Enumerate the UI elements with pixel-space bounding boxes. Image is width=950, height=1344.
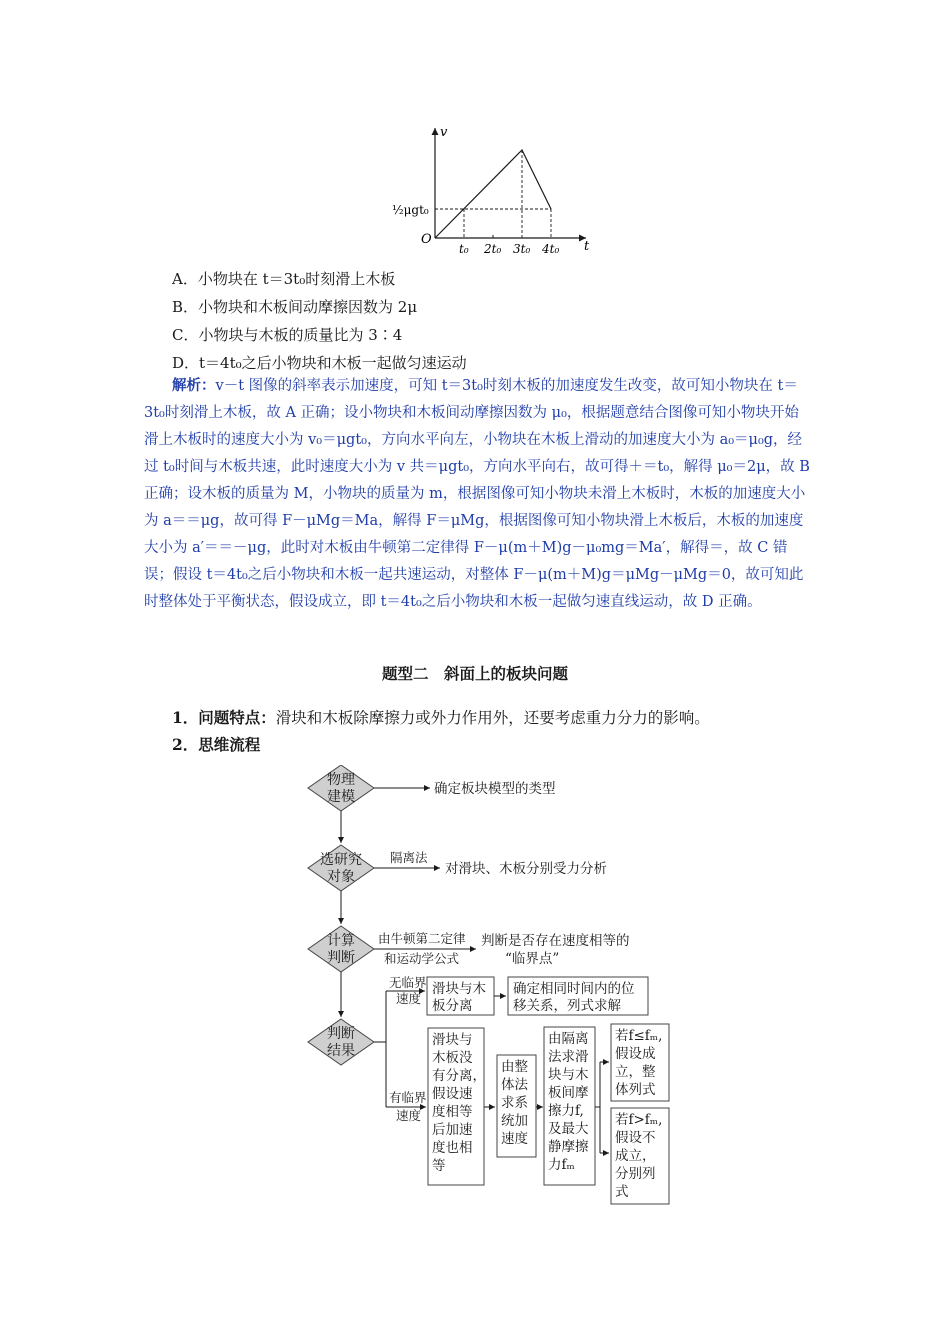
label-critical-2: 速度: [396, 1108, 422, 1123]
svg-text:体法: 体法: [501, 1077, 528, 1093]
box-whole-text: [501, 1058, 529, 1147]
x-axis-label: t: [584, 239, 590, 254]
svg-text:擦力f,: 擦力f,: [548, 1103, 584, 1119]
result-modeling: 确定板块模型的类型: [434, 781, 556, 797]
svg-text:板间摩: 板间摩: [548, 1085, 589, 1101]
box-displacement-l1: 确定相同时间内的位: [513, 981, 635, 997]
analysis-label: 解析：: [172, 377, 216, 394]
x-tick: t₀: [459, 242, 469, 256]
svg-text:力fₘ: 力fₘ: [548, 1157, 575, 1173]
origin-label: O: [421, 232, 432, 247]
svg-text:有分离，: 有分离，: [432, 1068, 486, 1084]
box-separate-l1: 滑块与木: [432, 981, 486, 997]
label-isolation: 隔离法: [390, 850, 428, 865]
diamond-calc-l1: 计算: [327, 933, 355, 949]
point-2-label: 2．思维流程: [172, 735, 261, 754]
option-a: A．小物块在 t＝3t₀时刻滑上木板: [172, 270, 396, 288]
diamond-result-l1: 判断: [327, 1026, 355, 1042]
diamond-modeling-l2: 建模: [327, 789, 355, 805]
svg-text:及最大: 及最大: [548, 1121, 589, 1137]
option-c: C．小物块与木板的质量比为 3∶4: [172, 326, 403, 344]
option-d: D．t＝4t₀之后小物块和木板一起做匀速运动: [172, 354, 467, 372]
result-calc-1: 判断是否存在速度相等的: [481, 933, 630, 949]
section-title: 题型二 斜面上的板块问题: [381, 664, 568, 683]
result-calc-2: “临界点”: [505, 951, 560, 967]
label-critical-1: 有临界: [389, 1090, 427, 1105]
diamond-result-l2: 结果: [327, 1043, 355, 1059]
option-b: B．小物块和木板间动摩擦因数为 2μ: [172, 298, 418, 316]
svg-text:速度: 速度: [501, 1131, 528, 1147]
vt-graph: [388, 122, 598, 257]
svg-text:分别列: 分别列: [615, 1166, 656, 1182]
diamond-modeling-l1: 物理: [327, 772, 355, 788]
svg-text:度也相: 度也相: [432, 1140, 473, 1156]
svg-text:木板没: 木板没: [432, 1050, 473, 1066]
point-1-label: 1．问题特点：: [172, 708, 276, 727]
svg-text:求系: 求系: [501, 1095, 528, 1111]
x-tick: 4t₀: [542, 242, 560, 256]
svg-text:静摩擦: 静摩擦: [548, 1139, 589, 1155]
point-2: [172, 733, 260, 755]
box-displacement-l2: 移关系，列式求解: [513, 998, 621, 1014]
diamond-calc-l2: 判断: [327, 950, 355, 966]
svg-text:度相等: 度相等: [432, 1104, 473, 1120]
svg-text:由隔离: 由隔离: [548, 1031, 589, 1047]
svg-text:立，整: 立，整: [615, 1064, 656, 1080]
y-mark-label: ½μgt₀: [392, 203, 429, 217]
svg-text:若f>fₘ,: 若f>fₘ,: [615, 1112, 663, 1128]
svg-text:成立，: 成立，: [615, 1148, 656, 1164]
svg-text:假设速: 假设速: [432, 1086, 473, 1102]
result-select: 对滑块、木板分别受力分析: [445, 861, 607, 877]
label-newton: 由牛顿第二定律: [378, 931, 466, 946]
analysis-block: [144, 372, 812, 616]
diamond-select-l1: 选研究: [320, 852, 362, 868]
label-no-critical-2: 速度: [396, 991, 422, 1006]
svg-text:式: 式: [615, 1184, 629, 1200]
svg-text:法求滑: 法求滑: [548, 1049, 589, 1065]
svg-text:由整: 由整: [501, 1059, 528, 1075]
x-tick: 3t₀: [513, 242, 531, 256]
svg-text:滑块与: 滑块与: [432, 1032, 473, 1048]
svg-text:假设不: 假设不: [615, 1130, 656, 1146]
point-1-text: 滑块和木板除摩擦力或外力作用外，还要考虑重力分力的影响。: [275, 709, 710, 727]
svg-text:体列式: 体列式: [615, 1082, 656, 1098]
thinking-flowchart: [300, 765, 680, 1210]
x-tick: 2t₀: [484, 242, 502, 256]
analysis-text: v－t 图像的斜率表示加速度，可知 t＝3t₀时刻木板的加速度发生改变，故可知小物块在 t＝3t₀时刻滑上木板，故 A 正确；设小物块和木板间动摩擦因数为 μ₀，根据题意结合图像可知小物块开始滑上木板时的速度大小为 v₀＝μgt₀，方向水平向左，小物块在木板上滑动的加速度大小为 a₀＝μ₀g，经过 t₀时间与木板共速，此时速度大小为 v 共＝μgt₀，方向水平向右，故可得＋＝t₀，解得 μ₀＝2μ，故 B 正确；设木板的质量为 M，小物块的质量为 m，根据图像可知小物块未滑上木板时，木板的加速度大小为 a＝＝μg，故可得 F－μMg＝Ma，解得 F＝μMg，根据图像可知小物块滑上木板后，木板的加速度大小为 a′＝＝－μg，此时对木板由牛顿第二定律得 F－μ(m＋M)g－μ₀mg＝Ma′，解得＝，故 C 错误；假设 t＝4t₀之后小物块和木板一起共速运动，对整体 F－μ(m＋M)g＝μMg－μMg＝0，故可知此时整体处于平衡状态，假设成立，即 t＝4t₀之后小物块和木板一起做匀速直线运动，故 D 正确。: [144, 378, 810, 610]
svg-text:块与木: 块与木: [548, 1067, 589, 1083]
velocity-line: [435, 150, 551, 238]
svg-text:假设成: 假设成: [615, 1046, 656, 1062]
point-1: [172, 706, 710, 728]
svg-text:后加速: 后加速: [432, 1122, 473, 1138]
label-no-critical-1: 无临界: [389, 975, 427, 990]
diamond-select-l2: 对象: [327, 869, 355, 885]
svg-text:统加: 统加: [501, 1113, 528, 1129]
svg-text:若f≤fₘ,: 若f≤fₘ,: [615, 1028, 663, 1044]
svg-text:等: 等: [432, 1158, 446, 1174]
y-axis-label: v: [440, 125, 448, 140]
box-separate-l2: 板分离: [432, 998, 473, 1014]
label-kinematics: 和运动学公式: [384, 951, 460, 966]
